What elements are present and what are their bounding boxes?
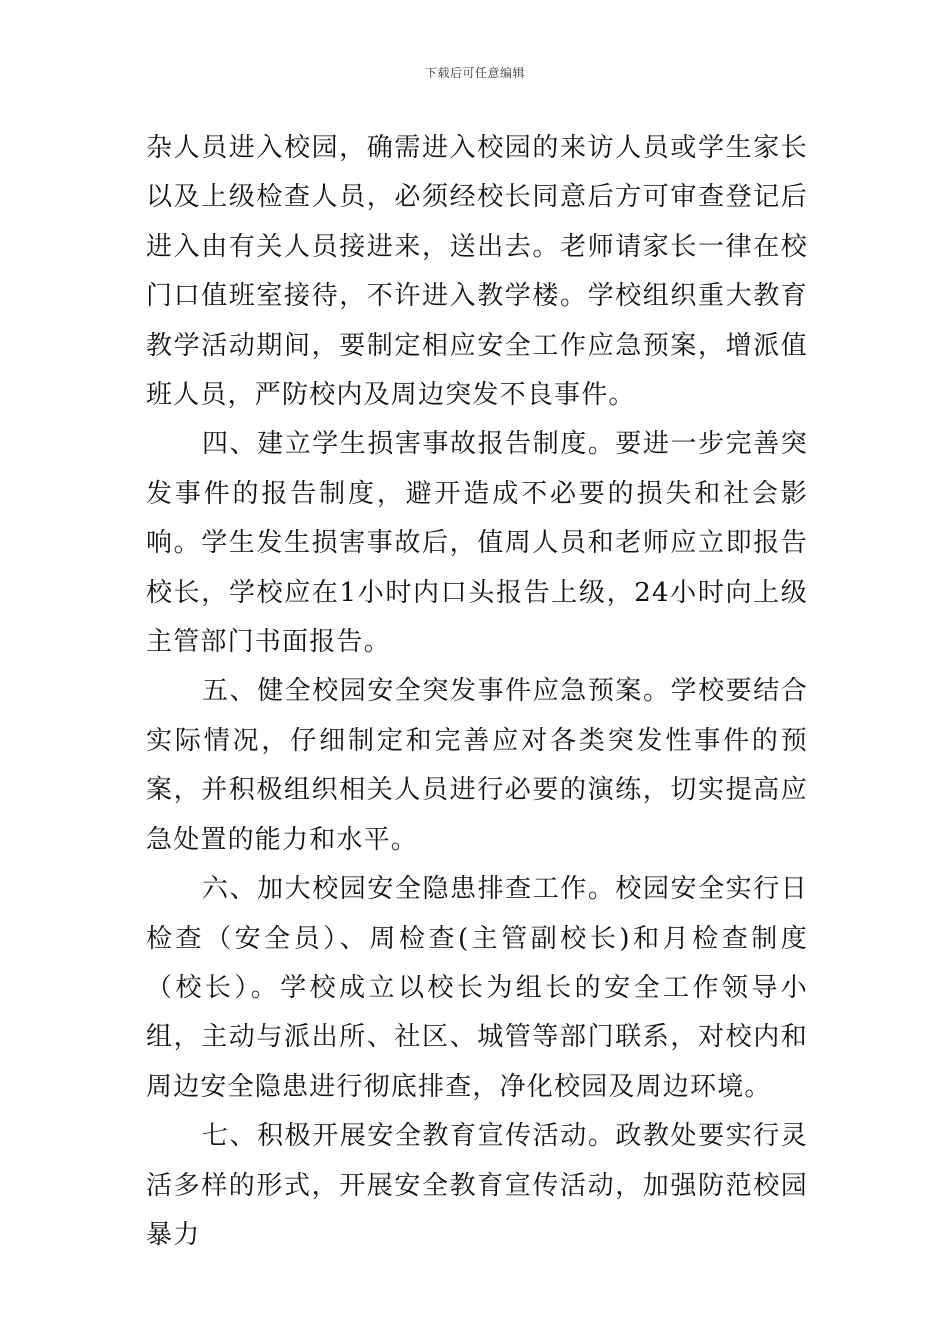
document-body [146,124,808,1260]
page-header: 下载后可任意编辑 [424,66,525,80]
paragraph-continuation: 杂人员进入校园，确需进入校园的来访人员或学生家长以及上级检查人员，必须经校长同意后方可审查登记后进入由有关人员接进来，送出去。老师请家长一律在校门口值班室接待，不许进入教学楼。学校组织重大教育教学活动期间，要制定相应安全工作应急预案，增派值班人员，严防校内及周边突发不良事件。 [146,133,808,411]
paragraph-section-6: 六、加大校园安全隐患排查工作。校园安全实行日检查（安全员）、周检查(主管副校长)和月检查制度（校长）。学校成立以校长为组长的安全工作领导小组，主动与派出所、社区、城管等部门联系，对校内和周边安全隐患进行彻底排查，净化校园及周边环境。 [146,874,808,1102]
paragraph-section-4: 四、建立学生损害事故报告制度。要进一步完善突发事件的报告制度，避开造成不必要的损失和社会影响。学生发生损害事故后，值周人员和老师应立即报告校长，学校应在1小时内口头报告上级，24小时向上级主管部门书面报告。 [146,429,808,658]
paragraph-section-7: 七、积极开展安全教育宣传活动。政教处要实行灵活多样的形式，开展安全教育宣传活动，加强防范校园暴力 [146,1121,808,1250]
paragraph-section-5: 五、健全校园安全突发事件应急预案。学校要结合实际情况，仔细制定和完善应对各类突发性事件的预案，并积极组织相关人员进行必要的演练，切实提高应急处置的能力和水平。 [146,676,808,855]
